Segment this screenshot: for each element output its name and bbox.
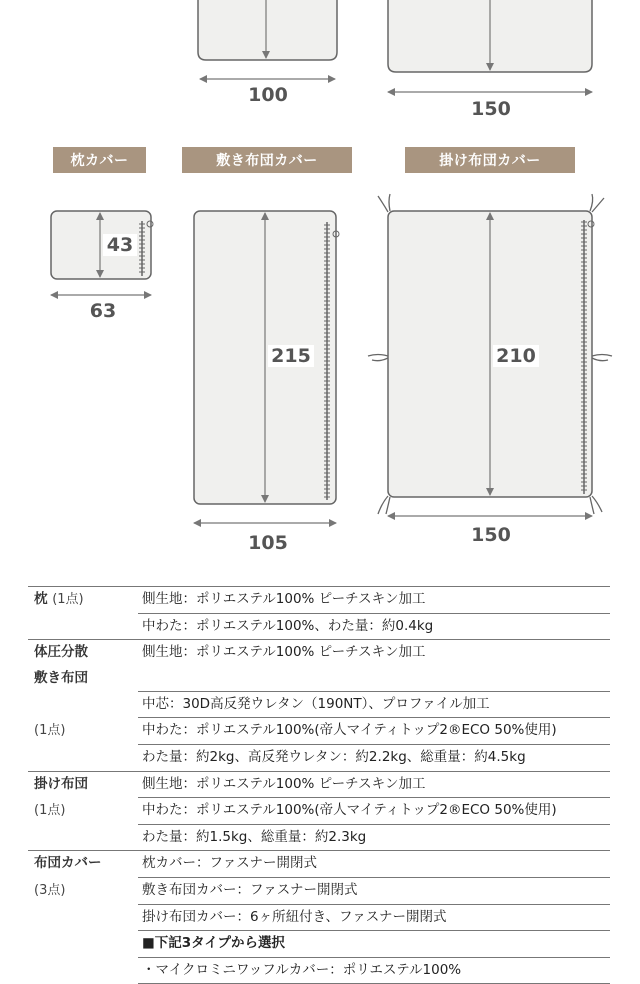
spec-category-empty [28,878,138,905]
spec-row [28,613,610,640]
top-right-width-label: 150 [466,98,516,120]
spec-detail: 中わた：ポリエステル100%(帝人マイティトップ2®ECO 50%使用) [138,718,610,745]
spec-detail: 側生地：ポリエステル100% ピーチスキン加工 [138,587,610,614]
spec-category [28,851,138,878]
spec-category-empty [28,957,138,984]
spec-row [28,691,610,718]
spec-table [28,586,610,984]
top-right-shape [388,0,592,92]
spec-category-empty [28,824,138,851]
spec-detail: 側生地：ポリエステル100% ピーチスキン加工 [138,640,610,692]
kake-cover-tag: 掛け布団カバー [405,147,575,173]
spec-category-empty [28,745,138,772]
spec-category-name: 敷き布団 [34,669,88,686]
spec-detail: 中芯：30D高反発ウレタン（190NT）、プロファイル加工 [138,691,610,718]
spec-category-name: 掛け布団 [34,775,88,792]
spec-category [28,587,138,614]
spec-category-name: 体圧分散 [34,644,88,661]
spec-count: (1点) [34,802,66,818]
top-left-shape [198,0,337,79]
top-left-width-label: 100 [243,84,293,106]
shiki-cover-shape [194,211,339,523]
spec-detail: 敷き布団カバー：ファスナー開閉式 [138,878,610,905]
spec-detail: わた量：約1.5kg、総重量：約2.3kg [138,824,610,851]
spec-row [28,904,610,931]
spec-row [28,771,610,798]
spec-detail: 側生地：ポリエステル100% ピーチスキン加工 [138,771,610,798]
spec-detail: 中わた：ポリエステル100%、わた量：約0.4kg [138,613,610,640]
spec-category-empty [28,931,138,958]
spec-detail: ■下記3タイプから選択 [138,931,610,958]
pillow-height-label: 43 [103,234,137,256]
shiki-width-label: 105 [244,532,292,554]
spec-count: (1点) [52,592,84,607]
spec-row [28,957,610,984]
spec-row [28,745,610,772]
kake-cover-shape [368,194,612,516]
spec-detail: わた量：約2kg、高反発ウレタン：約2.2kg、総重量：約4.5kg [138,745,610,772]
spec-category-empty [28,718,138,745]
pillow-cover-tag: 枕カバー [53,147,146,173]
spec-detail: 枕カバー：ファスナー開閉式 [138,851,610,878]
spec-count: (3点) [34,882,66,898]
spec-detail: 掛け布団カバー：6ヶ所紐付き、ファスナー開閉式 [138,904,610,931]
spec-category-empty [28,798,138,825]
spec-category-empty [28,904,138,931]
spec-category-name: 枕 [34,591,48,607]
spec-row [28,798,610,825]
spec-category-empty [28,613,138,640]
spec-row [28,878,610,905]
spec-detail: 中わた：ポリエステル100%(帝人マイティトップ2®ECO 50%使用) [138,798,610,825]
spec-row [28,587,610,614]
spec-row [28,824,610,851]
spec-row [28,851,610,878]
pillow-width-label: 63 [84,300,122,322]
spec-row [28,718,610,745]
shiki-height-label: 215 [268,345,314,367]
shiki-cover-tag: 敷き布団カバー [182,147,352,173]
spec-category [28,640,138,692]
spec-row [28,931,610,958]
spec-category [28,771,138,798]
spec-detail: ・マイクロミニワッフルカバー：ポリエステル100% [138,957,610,984]
spec-category-empty [28,691,138,718]
pillow-cover-shape [51,211,153,295]
kake-height-label: 210 [493,345,539,367]
spec-row [28,640,610,692]
kake-width-label: 150 [466,524,516,546]
spec-category-name: 布団カバー [34,855,102,872]
spec-count: (1点) [34,722,66,738]
